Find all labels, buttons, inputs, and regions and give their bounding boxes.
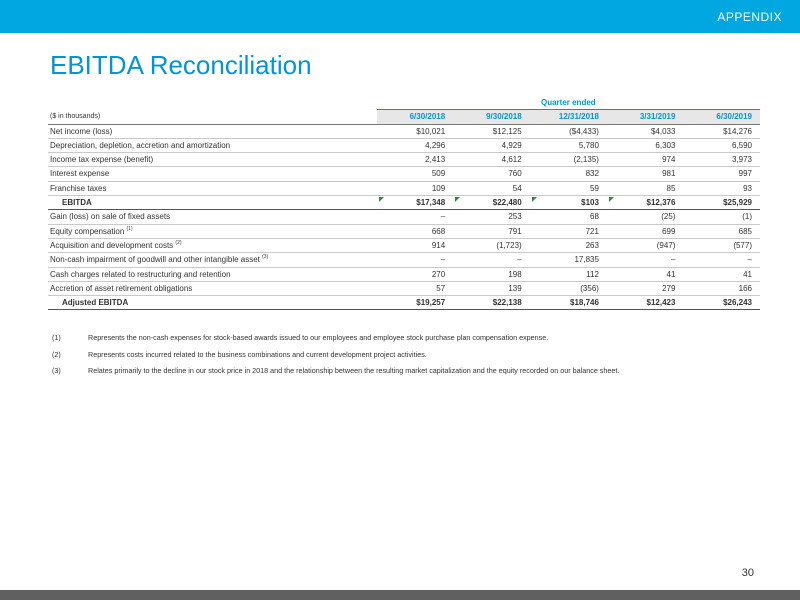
- row-label: [48, 296, 377, 310]
- table-row: [48, 167, 760, 181]
- value-cell: [683, 238, 760, 252]
- value-cell: [377, 210, 454, 224]
- value-text: 5,780: [578, 140, 599, 150]
- page-title: EBITDA Reconciliation: [50, 50, 312, 80]
- cell-flag-marker: [379, 197, 384, 202]
- table-total-row: [48, 296, 760, 310]
- value-text: 668: [431, 226, 446, 236]
- row-label: [48, 153, 377, 167]
- value-text: 93: [743, 183, 752, 193]
- table-row: [48, 124, 760, 138]
- value-cell: [530, 238, 607, 252]
- value-text: 109: [431, 183, 446, 193]
- value-cell: [377, 296, 454, 310]
- value-cell: [683, 281, 760, 295]
- value-text: $4,033: [650, 126, 676, 136]
- value-cell: [607, 253, 684, 267]
- row-label: [48, 210, 377, 224]
- cell-flag-marker: [532, 197, 537, 202]
- table-row: [48, 238, 760, 252]
- value-cell: [530, 138, 607, 152]
- column-header: 9/30/2018: [453, 110, 530, 124]
- value-text: 139: [508, 283, 522, 293]
- value-cell: [453, 181, 530, 195]
- footnote: [52, 333, 772, 350]
- value-cell: [377, 267, 454, 281]
- value-cell: [530, 296, 607, 310]
- value-text: –: [440, 212, 446, 222]
- value-cell: [683, 224, 760, 238]
- value-text: (1,723): [496, 240, 522, 250]
- value-cell: [683, 253, 760, 267]
- row-label: [48, 181, 377, 195]
- value-cell: [607, 167, 684, 181]
- value-text: 41: [666, 269, 676, 279]
- value-text: (1): [742, 212, 752, 222]
- footnote-ref: (3): [262, 254, 269, 261]
- row-label-text: Accretion of asset retirement obligations: [50, 283, 193, 293]
- value-cell: [607, 267, 684, 281]
- value-cell: [453, 153, 530, 167]
- value-cell: [530, 167, 607, 181]
- value-text: 791: [508, 226, 522, 236]
- header-bar: [0, 0, 800, 33]
- value-text: –: [747, 255, 752, 265]
- value-text: $12,423: [646, 298, 676, 308]
- table-row: [48, 267, 760, 281]
- row-label: [48, 196, 377, 210]
- table-row: [48, 253, 760, 267]
- value-text: $19,257: [416, 298, 446, 308]
- value-cell: [453, 296, 530, 310]
- footnote: [52, 366, 772, 383]
- value-cell: [377, 224, 454, 238]
- value-text: $12,125: [492, 126, 522, 136]
- row-label: [48, 238, 377, 252]
- value-cell: [377, 181, 454, 195]
- value-text: 17,835: [574, 255, 599, 265]
- row-label-text: Interest expense: [50, 169, 110, 179]
- row-label: [48, 167, 377, 181]
- section-label: APPENDIX: [717, 10, 782, 24]
- value-cell: [453, 224, 530, 238]
- value-text: 832: [585, 169, 599, 179]
- value-text: –: [671, 255, 676, 265]
- value-cell: [453, 238, 530, 252]
- value-cell: [530, 210, 607, 224]
- value-text: 198: [508, 269, 522, 279]
- value-text: 721: [585, 226, 599, 236]
- value-text: (2,135): [573, 155, 599, 165]
- value-text: 54: [512, 183, 522, 193]
- ebitda-table: [48, 96, 760, 310]
- value-text: $22,480: [492, 198, 522, 208]
- value-cell: [683, 196, 760, 210]
- value-cell: [607, 296, 684, 310]
- value-text: $103: [581, 198, 599, 208]
- value-text: –: [440, 255, 446, 265]
- value-cell: [453, 267, 530, 281]
- row-label-text: Income tax expense (benefit): [50, 155, 154, 165]
- value-text: 166: [738, 283, 752, 293]
- value-cell: [607, 181, 684, 195]
- row-label: [48, 138, 377, 152]
- value-cell: [377, 167, 454, 181]
- value-cell: [607, 224, 684, 238]
- cell-flag-marker: [455, 197, 460, 202]
- value-cell: [607, 281, 684, 295]
- value-cell: [377, 153, 454, 167]
- value-cell: [683, 153, 760, 167]
- value-text: 68: [590, 212, 599, 222]
- footnote-text: Relates primarily to the decline in our stock price in 2018 and the relationship between the resulting market capitalization and the equity recorded on our balance sheet.: [88, 366, 620, 375]
- value-text: 57: [436, 283, 446, 293]
- footnotes: [52, 333, 772, 383]
- value-text: 914: [431, 240, 446, 250]
- footnote-number: (2): [52, 349, 61, 359]
- row-label-text: Franchise taxes: [50, 183, 107, 193]
- cell-flag-marker: [609, 197, 614, 202]
- value-cell: [683, 124, 760, 138]
- column-header: 12/31/2018: [530, 110, 607, 124]
- row-label: [48, 281, 377, 295]
- value-text: $14,276: [723, 126, 752, 136]
- value-text: (577): [733, 240, 752, 250]
- value-cell: [530, 281, 607, 295]
- value-cell: [683, 296, 760, 310]
- value-cell: [530, 153, 607, 167]
- value-text: 3,973: [731, 155, 752, 165]
- value-cell: [607, 196, 684, 210]
- table-row: [48, 281, 760, 295]
- value-text: (947): [656, 240, 676, 250]
- quarter-ended-label: Quarter ended: [377, 96, 760, 110]
- table-row: [48, 153, 760, 167]
- value-text: 85: [666, 183, 676, 193]
- value-cell: [453, 210, 530, 224]
- value-cell: [683, 138, 760, 152]
- row-label-text: Cash charges related to restructuring and retention: [50, 269, 231, 279]
- value-cell: [530, 224, 607, 238]
- page-number: 30: [741, 567, 754, 579]
- value-text: 4,296: [425, 140, 446, 150]
- table-group-header-row: [48, 96, 760, 110]
- value-text: $18,746: [570, 298, 599, 308]
- footnote-text: Represents the non-cash expenses for stock-based awards issued to our employees and employee stock purchase plan compensation expense.: [88, 333, 549, 342]
- value-text: (25): [661, 212, 676, 222]
- value-text: 997: [738, 169, 752, 179]
- table-row: [48, 210, 760, 224]
- value-cell: [607, 124, 684, 138]
- value-text: $12,376: [646, 198, 676, 208]
- value-cell: [453, 138, 530, 152]
- value-cell: [683, 181, 760, 195]
- units-label: ($ in thousands): [48, 110, 377, 124]
- value-cell: [530, 196, 607, 210]
- table-row: [48, 138, 760, 152]
- value-cell: [530, 267, 607, 281]
- table-total-row: [48, 196, 760, 210]
- footnote-number: (3): [52, 366, 61, 375]
- value-text: 263: [585, 240, 599, 250]
- value-text: 4,929: [501, 140, 522, 150]
- row-label-text: Gain (loss) on sale of fixed assets: [50, 212, 171, 222]
- row-label-text: Net income (loss): [50, 126, 113, 136]
- value-text: 509: [431, 169, 446, 179]
- value-cell: [683, 267, 760, 281]
- footnote-ref: (2): [175, 239, 182, 246]
- value-cell: [377, 253, 454, 267]
- value-text: 270: [431, 269, 446, 279]
- value-cell: [607, 210, 684, 224]
- value-cell: [453, 253, 530, 267]
- row-label: [48, 124, 377, 138]
- value-text: 4,612: [501, 155, 522, 165]
- value-cell: [530, 124, 607, 138]
- value-cell: [453, 124, 530, 138]
- value-text: $25,929: [723, 198, 752, 208]
- value-cell: [607, 153, 684, 167]
- footnote: [52, 350, 772, 367]
- value-cell: [453, 196, 530, 210]
- value-text: (356): [580, 283, 599, 293]
- value-cell: [377, 238, 454, 252]
- value-text: 112: [586, 269, 599, 279]
- value-text: 974: [662, 155, 676, 165]
- row-label: [48, 267, 377, 281]
- value-text: 6,303: [655, 140, 676, 150]
- value-cell: [377, 281, 454, 295]
- value-text: –: [517, 255, 522, 265]
- column-header: 6/30/2019: [683, 110, 760, 124]
- row-label-text: Depreciation, depletion, accretion and amortization: [50, 140, 231, 150]
- value-cell: [683, 210, 760, 224]
- value-cell: [377, 138, 454, 152]
- row-label-text: EBITDA: [62, 198, 92, 208]
- value-cell: [377, 196, 454, 210]
- row-label: [48, 224, 377, 238]
- footnote-text: Represents costs incurred related to the business combinations and current development project activities.: [88, 349, 427, 359]
- value-text: $17,348: [416, 198, 446, 208]
- row-label-text: Acquisition and development costs: [50, 240, 174, 250]
- footnote-number: (1): [52, 333, 61, 342]
- table-row: [48, 224, 760, 238]
- value-text: 760: [508, 169, 522, 179]
- row-label-text: Equity compensation: [50, 226, 125, 236]
- value-text: $26,243: [723, 298, 752, 308]
- value-text: 253: [508, 212, 522, 222]
- footer-bar: [0, 590, 800, 600]
- value-cell: [377, 124, 454, 138]
- value-text: 699: [662, 226, 676, 236]
- value-text: 6,590: [731, 140, 752, 150]
- row-label-text: Non-cash impairment of goodwill and other intangible asset: [50, 255, 260, 265]
- row-label: [48, 253, 377, 267]
- value-text: $22,138: [492, 298, 522, 308]
- value-cell: [607, 138, 684, 152]
- value-cell: [683, 167, 760, 181]
- column-header: 6/30/2018: [377, 110, 454, 124]
- value-text: 981: [662, 169, 676, 179]
- footnote-ref: (1): [126, 225, 133, 232]
- table-header-row: [48, 110, 760, 124]
- value-cell: [530, 253, 607, 267]
- value-text: 279: [662, 283, 676, 293]
- value-text: 2,413: [425, 155, 446, 165]
- value-text: 685: [738, 226, 752, 236]
- row-label-text: Adjusted EBITDA: [62, 298, 129, 308]
- column-header: 3/31/2019: [607, 110, 684, 124]
- value-text: 59: [590, 183, 599, 193]
- value-cell: [530, 181, 607, 195]
- value-text: $10,021: [416, 126, 446, 136]
- value-cell: [453, 167, 530, 181]
- value-text: 41: [743, 269, 752, 279]
- value-cell: [607, 238, 684, 252]
- value-text: ($4,433): [569, 126, 599, 136]
- table-row: [48, 181, 760, 195]
- value-cell: [453, 281, 530, 295]
